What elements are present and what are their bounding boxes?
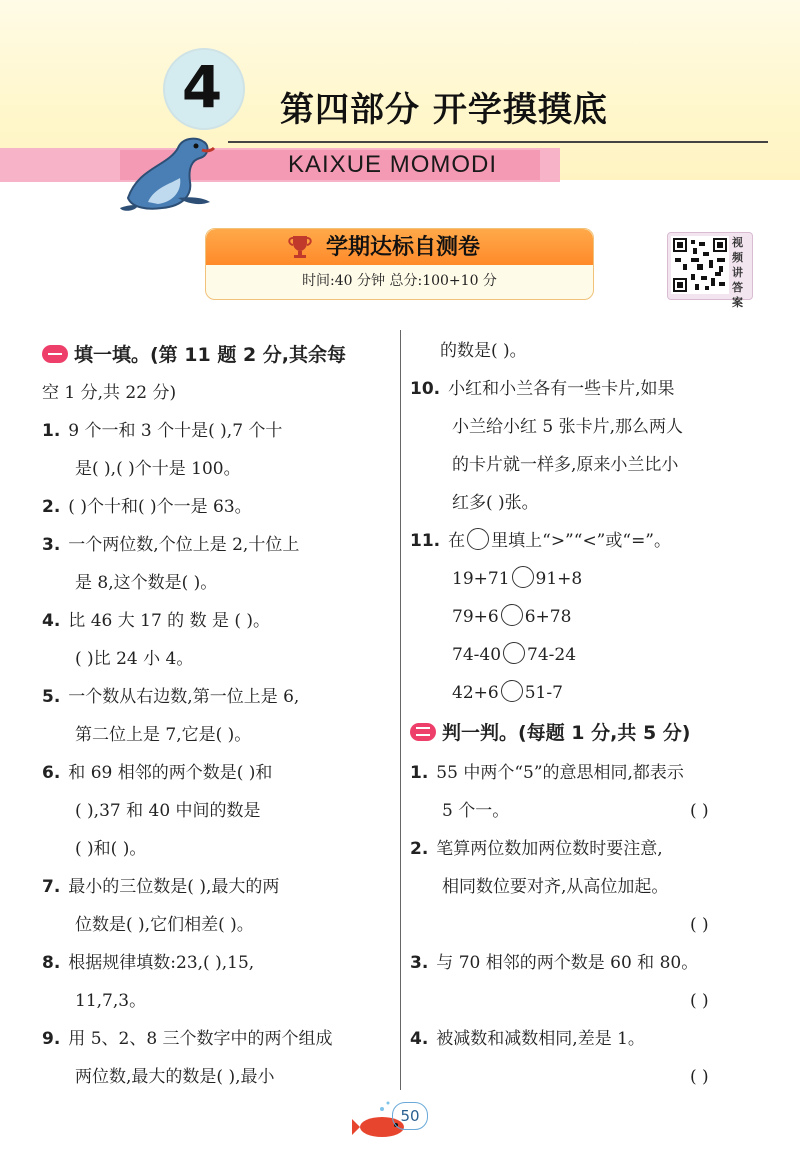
compare-left: 19+71 bbox=[452, 569, 510, 589]
section-one-heading bbox=[42, 336, 346, 375]
question-text: 位数是( ),它们相差( )。 bbox=[75, 915, 254, 935]
question-text: 根据规律填数:23,( ),15, bbox=[68, 953, 255, 973]
compare-left: 74-40 bbox=[452, 645, 502, 665]
question-text: 第二位上是 7,它是( )。 bbox=[75, 725, 252, 745]
compare-right: 91+8 bbox=[535, 569, 583, 589]
test-header-box bbox=[205, 228, 594, 300]
question-item bbox=[410, 944, 698, 982]
question-number: 2. bbox=[42, 497, 61, 517]
compare-left: 42+6 bbox=[452, 683, 499, 703]
answer-blank[interactable]: ( ) bbox=[690, 991, 709, 1011]
question-text: 的数是( )。 bbox=[440, 341, 527, 361]
question-text: 小红和小兰各有一些卡片,如果 bbox=[448, 379, 675, 399]
compare-circle-icon[interactable] bbox=[512, 566, 534, 588]
question-text: 最小的三位数是( ),最大的两 bbox=[68, 877, 280, 897]
question-text: ( )和( )。 bbox=[75, 839, 147, 859]
seal-mascot-icon bbox=[118, 128, 218, 214]
question-text: 笔算两位数加两位数时要注意, bbox=[436, 839, 663, 859]
question-text: 一个两位数,个位上是 2,十位上 bbox=[68, 535, 300, 555]
question-number: 3. bbox=[42, 535, 61, 555]
chapter-number: 4 bbox=[181, 53, 223, 121]
question-number: 8. bbox=[42, 953, 61, 973]
answer-blank[interactable]: ( ) bbox=[690, 801, 709, 821]
question-item bbox=[410, 370, 675, 408]
section-two-text: 判一判。(每题 1 分,共 5 分) bbox=[442, 722, 691, 744]
section-one-badge-icon bbox=[42, 345, 68, 363]
question-item bbox=[42, 868, 279, 906]
compare-row bbox=[452, 674, 563, 712]
question-item bbox=[42, 678, 299, 716]
question-item bbox=[42, 754, 272, 792]
section-two-badge-icon bbox=[410, 723, 436, 741]
question-number: 9. bbox=[42, 1029, 61, 1049]
question-item bbox=[42, 412, 282, 450]
question-text: 两位数,最大的数是( ),最小 bbox=[75, 1067, 275, 1087]
compare-right: 6+78 bbox=[524, 607, 572, 627]
question-item bbox=[410, 1020, 645, 1058]
question-text: ( )比 24 小 4。 bbox=[75, 649, 194, 669]
question-text: 比 46 大 17 的 数 是 ( )。 bbox=[68, 611, 271, 631]
answer-blank[interactable]: ( ) bbox=[690, 1067, 709, 1087]
question-text: 被减数和减数相同,差是 1。 bbox=[436, 1029, 645, 1049]
question-item bbox=[42, 488, 252, 526]
compare-circle-icon[interactable] bbox=[501, 680, 523, 702]
question-number: 1. bbox=[42, 421, 61, 441]
question-text: 55 中两个“5”的意思相同,都表示 bbox=[436, 763, 684, 783]
qr-code-icon[interactable] bbox=[671, 236, 729, 294]
question-text: 5 个一。 bbox=[442, 801, 510, 821]
question-number: 1. bbox=[410, 763, 429, 783]
test-info: 时间:40 分钟 总分:100+10 分 bbox=[302, 273, 497, 289]
trophy-icon bbox=[286, 233, 314, 261]
compare-right: 51-7 bbox=[524, 683, 563, 703]
question-text: 相同数位要对齐,从高位加起。 bbox=[442, 877, 669, 897]
question-number: 7. bbox=[42, 877, 61, 897]
question-text: 的卡片就一样多,原来小兰比小 bbox=[452, 455, 679, 475]
question-text: 9 个一和 3 个十是( ),7 个十 bbox=[68, 421, 283, 441]
question-text: 是( ),( )个十是 100。 bbox=[75, 459, 241, 479]
page-number: 50 bbox=[392, 1102, 428, 1130]
question-text: 与 70 相邻的两个数是 60 和 80。 bbox=[436, 953, 699, 973]
compare-row bbox=[452, 560, 582, 598]
question-text: 用 5、2、8 三个数字中的两个组成 bbox=[68, 1029, 333, 1049]
page-subtitle: KAIXUE MOMODI bbox=[288, 151, 498, 178]
question-number: 4. bbox=[42, 611, 61, 631]
compare-circle-icon[interactable] bbox=[503, 642, 525, 664]
question-item bbox=[42, 1020, 333, 1058]
question-item bbox=[410, 754, 684, 792]
qr-label: 视频讲答案 bbox=[732, 236, 743, 309]
question-number: 2. bbox=[410, 839, 429, 859]
question-item bbox=[410, 830, 663, 868]
question-text: 一个数从右边数,第一位上是 6, bbox=[68, 687, 300, 707]
section-one-heading-cont: 空 1 分,共 22 分) bbox=[42, 383, 177, 403]
question-item bbox=[410, 522, 671, 560]
question-text: ( ),37 和 40 中间的数是 bbox=[75, 801, 261, 821]
test-title: 学期达标自测卷 bbox=[326, 235, 481, 260]
question-text: ( )个十和( )个一是 63。 bbox=[68, 497, 252, 517]
section-two-heading bbox=[410, 714, 691, 753]
question-item bbox=[42, 526, 299, 564]
compare-circle-icon bbox=[467, 528, 489, 550]
compare-right: 74-24 bbox=[527, 645, 577, 665]
question-number: 10. bbox=[410, 379, 441, 399]
answer-blank[interactable]: ( ) bbox=[690, 915, 709, 935]
section-one-text: 填一填。(第 11 题 2 分,其余每 bbox=[74, 344, 347, 366]
question-text: 里填上“>”“<”或“=”。 bbox=[491, 531, 672, 551]
question-number: 11. bbox=[410, 531, 441, 551]
compare-circle-icon[interactable] bbox=[501, 604, 523, 626]
question-number: 4. bbox=[410, 1029, 429, 1049]
compare-row bbox=[452, 598, 571, 636]
question-item bbox=[42, 602, 270, 640]
compare-left: 79+6 bbox=[452, 607, 499, 627]
question-text: 是 8,这个数是( )。 bbox=[75, 573, 218, 593]
page-title: 第四部分 开学摸摸底 bbox=[280, 90, 608, 130]
question-item bbox=[42, 944, 254, 982]
qr-code-panel[interactable] bbox=[667, 232, 753, 309]
compare-row bbox=[452, 636, 576, 674]
question-text: 小兰给小红 5 张卡片,那么两人 bbox=[452, 417, 684, 437]
question-text: 红多( )张。 bbox=[452, 493, 539, 513]
question-number: 5. bbox=[42, 687, 61, 707]
title-underline bbox=[228, 141, 768, 143]
question-text: 在 bbox=[448, 531, 466, 551]
column-divider bbox=[400, 330, 401, 1090]
question-text: 11,7,3。 bbox=[75, 991, 147, 1011]
question-number: 6. bbox=[42, 763, 61, 783]
question-text: 和 69 相邻的两个数是( )和 bbox=[68, 763, 273, 783]
question-number: 3. bbox=[410, 953, 429, 973]
